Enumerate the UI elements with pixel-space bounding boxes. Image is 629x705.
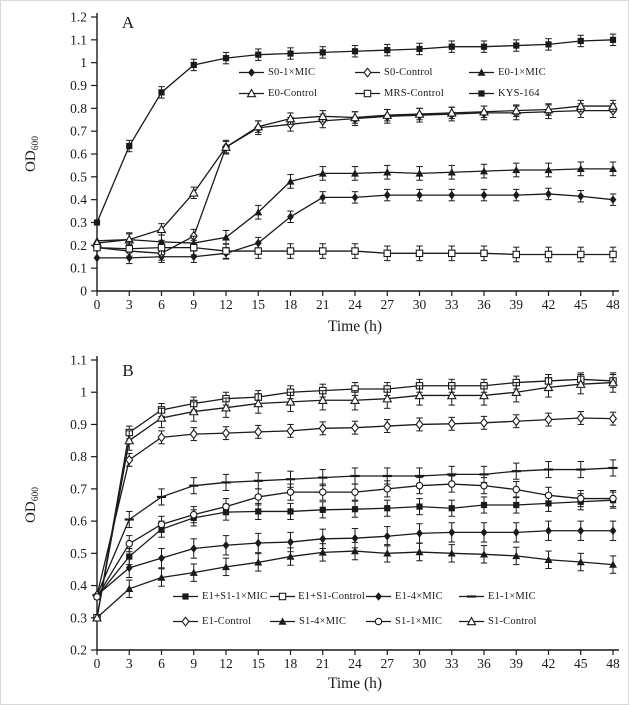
svg-text:0.3: 0.3	[70, 215, 87, 230]
svg-text:0.8: 0.8	[70, 449, 87, 465]
filled-square-icon	[468, 88, 495, 99]
chart-panel-a	[1, 1, 629, 346]
legend-label: MRS-Control	[384, 87, 444, 99]
legend-item-e1-s1-1-mic	[172, 589, 269, 603]
svg-text:45: 45	[574, 656, 588, 671]
legend-item-e0-control	[238, 86, 354, 100]
chart-b-canvas	[1, 346, 629, 705]
svg-text:27: 27	[380, 656, 394, 671]
open-circle-icon	[365, 616, 392, 627]
chart-panel-b	[1, 346, 629, 705]
svg-text:36: 36	[477, 656, 491, 671]
legend-item-e1-s1-control	[269, 589, 365, 603]
y-axis-ticks	[70, 10, 97, 299]
svg-text:9: 9	[190, 656, 198, 671]
svg-text:21: 21	[316, 297, 330, 312]
y-axis-label-a: $OD_{600}$	[23, 136, 41, 172]
svg-text:0.6: 0.6	[70, 513, 87, 529]
legend-label: E1+S1-Control	[298, 590, 365, 602]
x-axis-label-b: Time (h)	[327, 675, 383, 692]
series-e0-1-mic	[93, 162, 617, 250]
dash-icon	[458, 591, 485, 602]
svg-text:0.4: 0.4	[70, 578, 87, 594]
legend-label: S0-Control	[384, 66, 433, 78]
legend-label: KYS-164	[498, 87, 540, 99]
legend-label: E0-1×MIC	[498, 66, 546, 78]
legend-item-mrs-control	[354, 86, 468, 100]
legend-item-e1-control	[172, 614, 269, 628]
legend-b	[172, 589, 550, 628]
svg-text:30: 30	[412, 656, 427, 671]
x-axis-ticks	[94, 650, 620, 671]
svg-text:33: 33	[445, 297, 459, 312]
svg-text:18: 18	[283, 297, 298, 312]
svg-text:42: 42	[541, 297, 556, 312]
legend-item-e0-1-mic	[468, 65, 578, 79]
svg-text:27: 27	[380, 297, 394, 312]
svg-text:0.8: 0.8	[70, 100, 87, 116]
legend-a	[238, 65, 578, 100]
svg-text:42: 42	[541, 656, 556, 671]
series-s0-control	[94, 104, 617, 260]
legend-item-kys-164	[468, 86, 578, 100]
svg-text:24: 24	[348, 297, 362, 312]
svg-text:12: 12	[219, 656, 233, 671]
legend-label: E0-Control	[268, 87, 318, 99]
legend-label: S1-1×MIC	[395, 615, 443, 627]
svg-text:0.9: 0.9	[70, 416, 87, 432]
svg-text:1: 1	[80, 384, 87, 400]
svg-text:0.4: 0.4	[70, 192, 87, 208]
legend-item-e1-1-mic	[458, 589, 550, 603]
open-square-icon	[354, 88, 381, 99]
chart-a-canvas	[1, 1, 629, 346]
legend-label: S0-1×MIC	[268, 66, 316, 78]
open-triangle-icon	[458, 616, 485, 627]
filled-triangle-icon	[269, 616, 296, 627]
svg-text:18: 18	[283, 656, 298, 671]
open-diamond-icon	[172, 616, 199, 627]
legend-item-e1-4-mic	[365, 589, 458, 603]
open-triangle-icon	[238, 88, 265, 99]
legend-item-s1-1-mic	[365, 614, 458, 628]
svg-text:0: 0	[93, 656, 101, 671]
filled-diamond-icon	[238, 67, 265, 78]
svg-text:0.9: 0.9	[70, 78, 87, 93]
x-axis-label-a: Time (h)	[327, 318, 383, 335]
legend-label: S1-Control	[488, 615, 537, 627]
svg-text:0: 0	[80, 283, 87, 299]
filled-square-icon	[172, 591, 199, 602]
legend-item-s0-1-mic	[238, 65, 354, 79]
svg-text:48: 48	[606, 656, 620, 671]
plot-area-a	[70, 10, 620, 313]
svg-text:1.1: 1.1	[70, 352, 87, 368]
svg-text:39: 39	[509, 656, 523, 671]
svg-text:6: 6	[158, 656, 165, 671]
svg-text:6: 6	[158, 297, 165, 312]
legend-label: E1-Control	[202, 615, 252, 627]
y-axis-label-b: $OD_{600}$	[23, 487, 41, 523]
legend-label: E1+S1-1×MIC	[202, 590, 268, 602]
svg-text:0.6: 0.6	[70, 146, 87, 162]
filled-diamond-icon	[365, 591, 392, 602]
panel-label-a: A	[121, 13, 135, 32]
legend-label: S1-4×MIC	[299, 615, 347, 627]
svg-text:0.2: 0.2	[70, 642, 87, 658]
svg-text:1.2: 1.2	[70, 9, 87, 25]
svg-text:1: 1	[80, 55, 87, 71]
legend-label: E1-1×MIC	[488, 590, 536, 602]
svg-text:0.2: 0.2	[70, 237, 87, 253]
svg-text:3: 3	[125, 656, 133, 671]
legend-label: E1-4×MIC	[395, 590, 443, 602]
filled-triangle-icon	[468, 67, 495, 78]
legend-item-s0-control	[354, 65, 468, 79]
svg-text:0.7: 0.7	[70, 481, 87, 497]
svg-text:0: 0	[93, 297, 101, 312]
open-square-icon	[269, 591, 295, 602]
svg-text:21: 21	[316, 656, 330, 671]
svg-text:45: 45	[574, 297, 588, 312]
open-diamond-icon	[354, 67, 381, 78]
legend-item-s1-4-mic	[269, 614, 365, 628]
svg-text:0.5: 0.5	[70, 545, 87, 561]
svg-text:30: 30	[412, 297, 427, 312]
svg-text:12: 12	[219, 297, 233, 312]
svg-text:48: 48	[606, 297, 620, 312]
svg-text:9: 9	[190, 297, 198, 312]
svg-text:39: 39	[509, 297, 523, 312]
svg-text:0.7: 0.7	[70, 123, 87, 139]
svg-text:36: 36	[477, 297, 491, 312]
svg-text:0.5: 0.5	[70, 169, 87, 185]
svg-text:15: 15	[251, 297, 265, 312]
svg-text:15: 15	[251, 656, 265, 671]
svg-text:0.1: 0.1	[70, 260, 87, 276]
y-axis-ticks	[70, 353, 97, 658]
legend-item-s1-control	[458, 614, 550, 628]
svg-text:1.1: 1.1	[70, 32, 87, 48]
panel-label-b: B	[122, 361, 134, 380]
svg-text:0.3: 0.3	[70, 610, 87, 626]
x-axis-ticks	[94, 291, 620, 312]
series-e1-4-mic	[94, 521, 617, 599]
series-mrs-control	[94, 240, 616, 261]
svg-text:3: 3	[125, 297, 133, 312]
svg-text:33: 33	[445, 656, 459, 671]
svg-text:24: 24	[348, 656, 362, 671]
